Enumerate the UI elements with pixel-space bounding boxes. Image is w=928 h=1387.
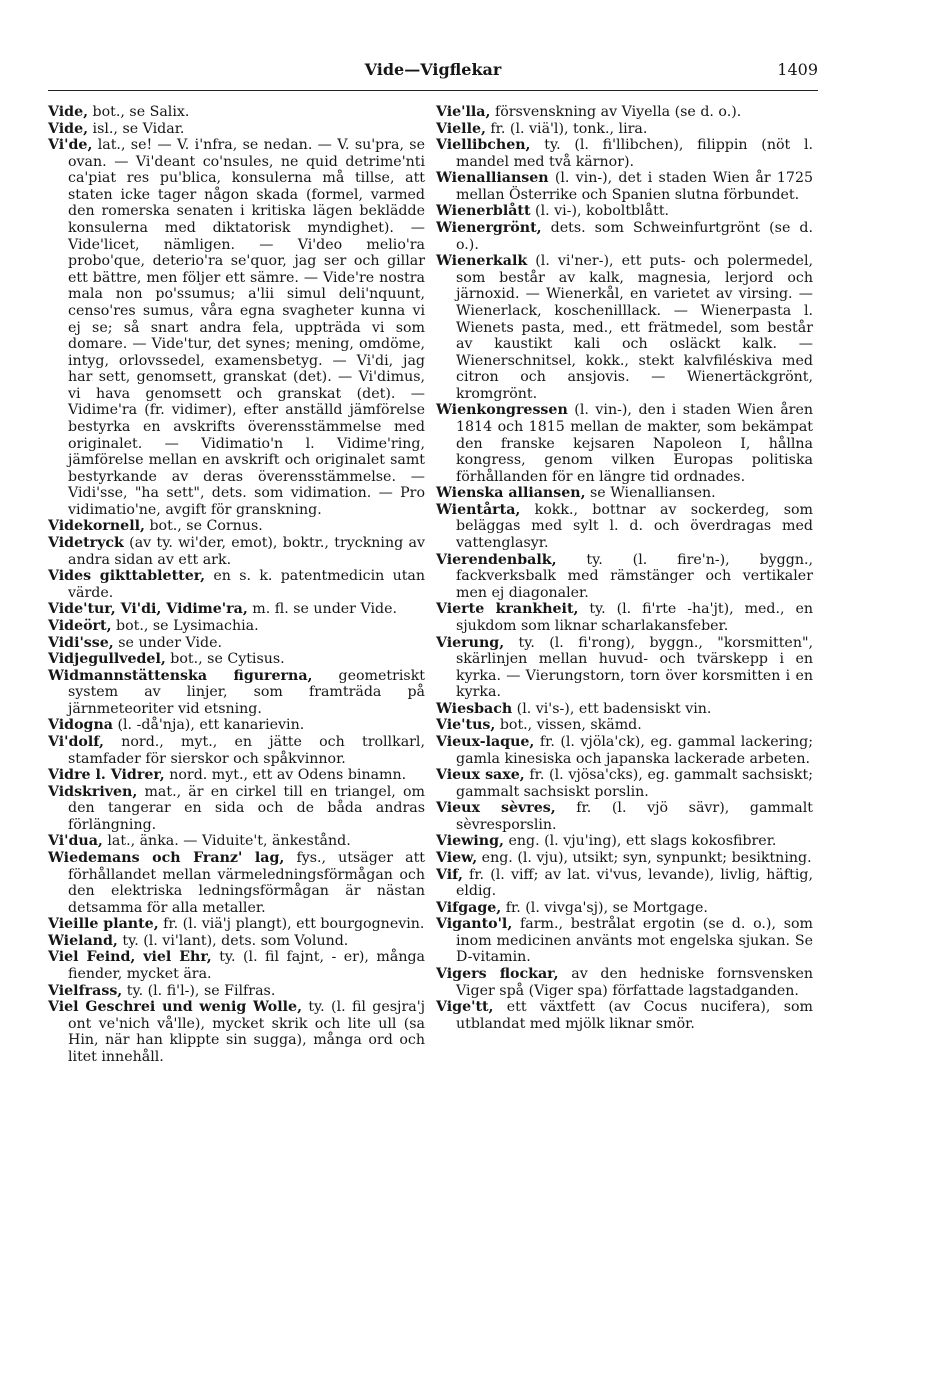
- entry: [48, 651, 425, 668]
- definition: bot., se Cytisus.: [165, 651, 285, 668]
- definition: fr. (l. vjö sävr), gammalt sèvresporslin.: [456, 800, 814, 833]
- headword: Videört,: [48, 617, 112, 634]
- headword: Wieland,: [48, 932, 118, 949]
- definition: bot., se Salix.: [88, 104, 190, 120]
- headword: Vidjegullvedel,: [48, 651, 166, 668]
- headword: Vif,: [436, 866, 463, 883]
- headword: Wientårta,: [436, 501, 521, 518]
- entry: [48, 784, 425, 834]
- entry: [436, 850, 813, 867]
- definition: fr. (l. vjösa'cks), eg. gammalt sachsiskt; gammalt sachsiskt porslin.: [456, 767, 813, 800]
- headword: Wiesbach: [436, 700, 513, 717]
- entry: [436, 833, 813, 850]
- entry: [436, 137, 813, 170]
- definition: (l. vi-), koboltblått.: [530, 203, 670, 220]
- headword: Viel Geschrei und wenig Wolle,: [48, 999, 303, 1016]
- headword: Vides gikttabletter,: [48, 568, 206, 585]
- entry: [48, 568, 425, 601]
- entry: [48, 916, 425, 933]
- headword: Viellibchen,: [436, 137, 531, 154]
- definition: fr. (l. viä'j plangt), ett bourgognevin.: [158, 916, 425, 933]
- entry: [436, 800, 813, 833]
- definition: fys., utsäger att förhållandet mellan värmeledningsförmågan och den elektriska ledningsförmågan är nästan detsamma för alla metaller.: [68, 850, 426, 916]
- definition: försvenskning av Viyella (se d. o.).: [490, 104, 742, 120]
- definition: (l. -då'nja), ett kanarievin.: [112, 717, 305, 734]
- definition: isl., se Vidar.: [88, 120, 185, 137]
- entry: [436, 552, 813, 602]
- entry: [436, 502, 813, 552]
- definition: (l. vin-), den i staden Wien åren 1814 och 1815 mellan de makter, som bekämpat den franske kejsaren Napoleon I, hållna kongress, genom vilken Europas politiska förhållanden för en längre tid ordnades.: [456, 402, 813, 485]
- headword: Viganto'l,: [436, 916, 513, 933]
- headword: Vide,: [48, 120, 89, 137]
- entry: [48, 734, 425, 767]
- entry: [48, 635, 425, 652]
- headword: Viewing,: [436, 833, 504, 850]
- entry: [436, 717, 813, 734]
- headword: Vierendenbalk,: [436, 551, 557, 568]
- headword: Vifgage,: [436, 899, 502, 916]
- definition: kokk., bottnar av sockerdeg, som beläggas med sylt l. d. och överdragas med vattenglasyr.: [456, 501, 813, 552]
- definition: bot., vissen, skämd.: [495, 717, 642, 734]
- headword: Vieux-laque,: [436, 733, 535, 750]
- entry: [48, 983, 425, 1000]
- headword: Vige'tt,: [436, 999, 494, 1016]
- entry: [48, 717, 425, 734]
- entry: [48, 668, 425, 718]
- entry: [48, 850, 425, 916]
- headword: Vi'de,: [48, 137, 93, 154]
- running-title: Vide—Vigflekar: [364, 60, 502, 79]
- headword: Wienkongressen: [436, 402, 568, 419]
- headword: Vidre l. Vidrer,: [48, 767, 165, 784]
- headword: Vide,: [48, 104, 89, 120]
- headword: Wienalliansen: [436, 170, 549, 187]
- entry: [48, 933, 425, 950]
- entry: [48, 518, 425, 535]
- headword: Wienska alliansen,: [436, 485, 586, 502]
- definition: bot., se Lysimachia.: [111, 617, 259, 634]
- entry: [436, 104, 813, 121]
- definition: (av ty. wi'der, emot), boktr., tryckning av andra sidan av ett ark.: [68, 535, 425, 568]
- definition: m. fl. se under Vide.: [247, 601, 397, 618]
- headword: Videkornell,: [48, 518, 145, 535]
- definition: av den hedniske fornsvensken Viger spå (Viger spa) författade lagstadganden.: [456, 966, 813, 999]
- entry: [48, 833, 425, 850]
- headword: Wienerblått: [436, 203, 531, 220]
- definition: ett växtfett (av Cocus nucifera), som utblandat med mjölk liknar smör.: [456, 999, 813, 1032]
- entry: [436, 900, 813, 917]
- headword: Videtryck: [48, 535, 124, 552]
- definition: (l. vin-), det i staden Wien år 1725 mellan Österrike och Spanien slutna förbundet.: [456, 170, 813, 203]
- entry: [48, 618, 425, 635]
- entry: [48, 137, 425, 518]
- definition: fr. (l. viff; av lat. vi'vus, levande), livlig, häftig, eldig.: [456, 866, 813, 900]
- definition: nord., myt., en jätte och trollkarl, stamfader för sierskor och spåkvinnor.: [68, 733, 425, 767]
- right-column: [436, 104, 813, 1032]
- definition: fr. (l. viä'l), tonk., lira.: [485, 120, 648, 137]
- definition: ty. (l. fire'n-), byggn., fackverksbalk med rämstänger och vertikaler men ej diagonaler.: [456, 551, 813, 601]
- headword: Viel Feind, viel Ehr,: [48, 949, 212, 966]
- entry: [436, 485, 813, 502]
- definition: ty. (l. fi'l-), se Filfras.: [122, 982, 276, 999]
- entry: [436, 966, 813, 999]
- definition: fr. (l. vivga'sj), se Mortgage.: [501, 899, 708, 916]
- entry: [436, 402, 813, 485]
- definition: lat., änka. — Viduite't, änkestånd.: [102, 833, 351, 850]
- entry: [436, 170, 813, 203]
- left-column: [48, 104, 425, 1066]
- entry: [436, 767, 813, 800]
- entry: [48, 535, 425, 568]
- headword: Vi'dolf,: [48, 733, 104, 750]
- headword: Wiedemans och Franz' lag,: [48, 850, 285, 867]
- entry: [436, 734, 813, 767]
- headword: Vieille plante,: [48, 916, 159, 933]
- entry: [48, 121, 425, 138]
- headword: Vierte krankheit,: [436, 601, 579, 618]
- page-number: 1409: [777, 60, 818, 79]
- entry: [48, 601, 425, 618]
- entry: [436, 121, 813, 138]
- entry: [48, 999, 425, 1065]
- headword: Vielfrass,: [48, 982, 123, 999]
- definition: ty. (l. fi'llibchen), filippin (nöt l. mandel med två kärnor).: [456, 137, 813, 170]
- definition: (l. vi's-), ett badensiskt vin.: [512, 700, 712, 717]
- entry: [436, 867, 813, 900]
- headword: Vie'tus,: [436, 717, 496, 734]
- entry: [436, 601, 813, 634]
- definition: ty. (l. vi'lant), dets. som Volund.: [117, 932, 349, 949]
- entry: [436, 701, 813, 718]
- definition: (l. vi'ner-), ett puts- och polermedel, som består av kalk, magnesia, lerjord och järnoxid. — Wienerkål, en varietet av virsing. — Wienerlack, koschenilllack. — Wienerpasta l. Wienets pasta, med., ett frätmedel, som består av kaustikt kali och osläckt kalk. — Wienerschnitsel, kokk., stekt kalvfiléskiva med citron och ansjovis. — Wienertäckgrönt, kromgrönt.: [456, 253, 813, 402]
- headword: Vide'tur, Vi'di, Vidime'ra,: [48, 601, 248, 618]
- definition: eng. (l. vju), utsikt; syn, synpunkt; besiktning.: [477, 850, 812, 867]
- headword: Vidi'sse,: [48, 634, 114, 651]
- definition: eng. (l. vju'ing), ett slags kokosfibrer.: [503, 833, 777, 850]
- definition: fr. (l. vjöla'ck), eg. gammal lackering; gamla kinesiska och japanska lackerade arbeten.: [456, 733, 813, 767]
- headword: Vi'dua,: [48, 833, 103, 850]
- definition: ty. (l. fil gesjra'j ont ve'nich vå'lle), mycket skrik och lite ull (sa Hin, när han klippte sin sugga), många ord och litet innehåll.: [68, 999, 425, 1065]
- definition: se under Vide.: [113, 634, 223, 651]
- entry: [436, 635, 813, 701]
- entry: [436, 253, 813, 402]
- definition: farm., bestrålat ergotin (se d. o.), som inom medicinen använts mot engelska sjukan. Se D-vitamin.: [456, 916, 813, 966]
- definition: bot., se Cornus.: [144, 518, 263, 535]
- headword: Vidskriven,: [48, 783, 138, 800]
- headword: Vie'lla,: [436, 104, 491, 120]
- headword: Wienergrönt,: [436, 220, 542, 237]
- entry: [436, 203, 813, 220]
- entry: [436, 916, 813, 966]
- headword: Vierung,: [436, 634, 505, 651]
- headword: Widmannstättenska figurerna,: [48, 667, 313, 684]
- definition: se Wienalliansen.: [585, 485, 716, 502]
- definition: ty. (l. fi'rong), byggn., "korsmitten", skärlinjen mellan huvud- och tvärskepp i en kyrka. — Vierungstorn, torn över korsmitten i en kyrka.: [456, 634, 813, 701]
- headword: Vielle,: [436, 120, 486, 137]
- definition: dets. som Schweinfurtgrönt (se d. o.).: [456, 220, 813, 253]
- entry: [48, 104, 425, 121]
- entry: [48, 949, 425, 982]
- page-header: [48, 60, 818, 91]
- entry: [48, 767, 425, 784]
- definition: ty. (l. fil fajnt, - er), många fiender, mycket ära.: [68, 949, 426, 983]
- definition: nord. myt., ett av Odens binamn.: [164, 767, 407, 784]
- headword: Vieux saxe,: [436, 767, 525, 784]
- definition: mat., är en cirkel till en triangel, om den tangerar en sida och de båda andras förlängning.: [68, 783, 425, 833]
- definition: geometriskt system av linjer, som framträda på järnmeteoriter vid etsning.: [68, 667, 426, 717]
- entry: [436, 220, 813, 253]
- headword: Vieux sèvres,: [436, 800, 556, 817]
- headword: Wienerkalk: [436, 253, 528, 270]
- definition: en s. k. patentmedicin utan värde.: [68, 568, 426, 601]
- headword: Vidogna: [48, 717, 113, 734]
- definition: lat., se! — V. i'nfra, se nedan. — V. su'pra, se ovan. — Vi'deant co'nsules, ne quid detrime'nti ca'piat res pu'blica, konsulerna må tillse, att staten icke tager någon skada (formel, varmed den romerska senaten i kritiska lägen beklädde konsulerna med diktatorisk myndighet). — Vide'licet, nämligen. — Vi'deo melio'ra probo'que, deterio'ra se'quor, jag ser och gillar ett bättre, men följer ett sämre. — Vide're nostra mala non po'ssumus; a'lii simul deli'nquunt, censo'res sumus, våra egna svagheter kunna vi ej se; så snart andra fela, uppträda vi som domare. — Vide'tur, det synes; mening, omdöme, intyg, orlovssedel, examensbetyg. — Vi'di, jag har sett, genomsett, granskat (det). — Vi'dimus, vi hava genomsett och granskat (det). — Vidime'ra (fr. vidimer), efter anställd jämförelse bestyrka en avskrifts överensstämmelse med originalet. — Vidimatio'n l. Vidime'ring, jämförelse mellan en avskrift och originalet samt bestyrkande av deras överensstämmelse. — Vidi'sse, "ha sett", dets. som vidimation. — Pro vidimatio'ne, avgift för granskning.: [68, 137, 425, 518]
- entry: [436, 999, 813, 1032]
- headword: Vigers flockar,: [436, 966, 559, 983]
- headword: View,: [436, 850, 478, 867]
- definition: ty. (l. fi'rte -ha'jt), med., en sjukdom som liknar scharlakansfeber.: [456, 601, 813, 634]
